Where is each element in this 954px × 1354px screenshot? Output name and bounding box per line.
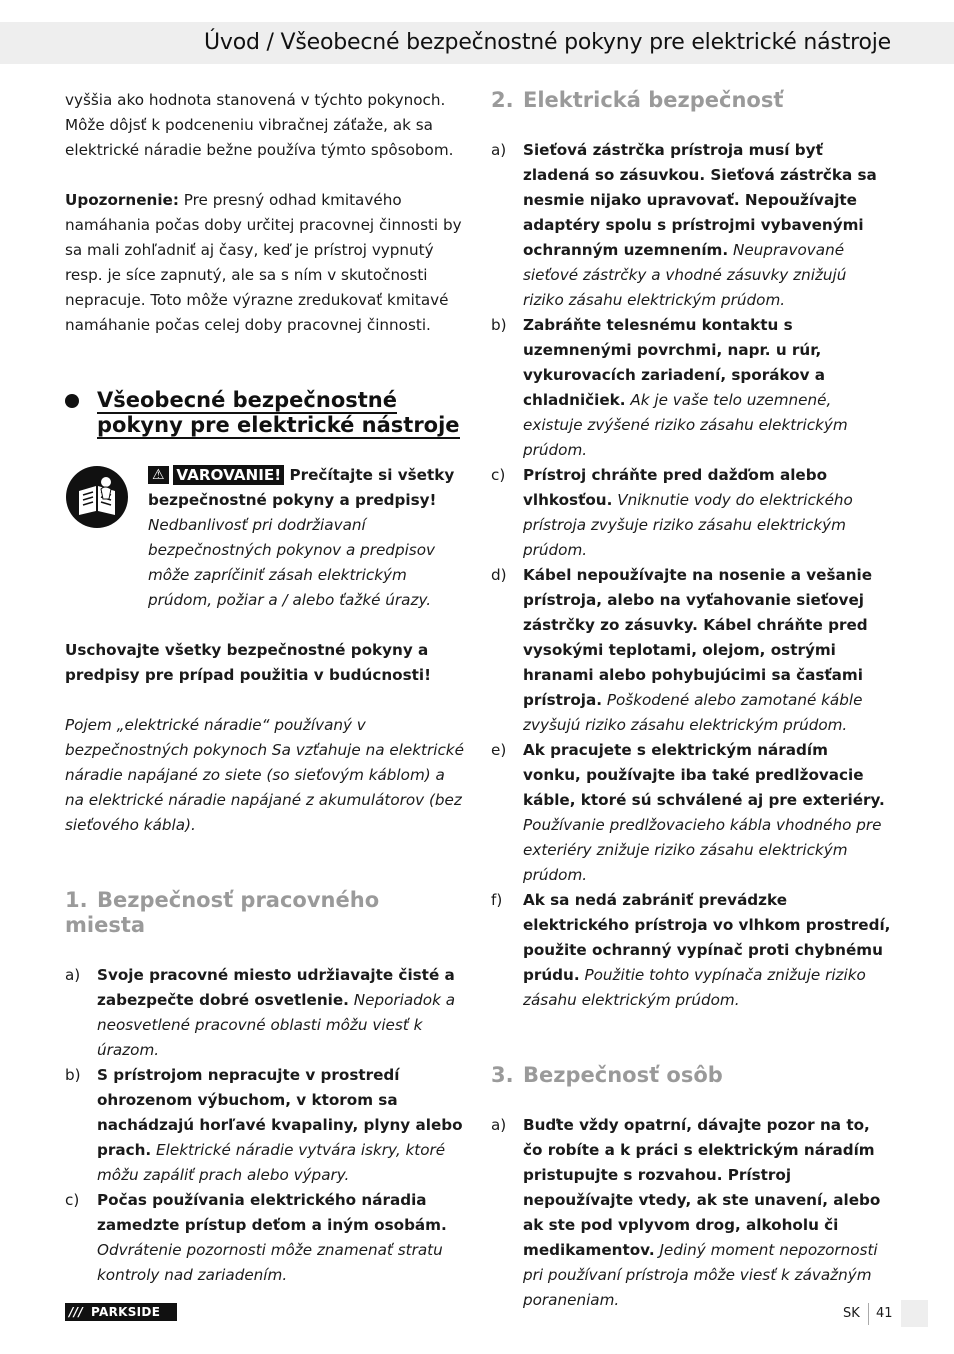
note-text: Pre presný odhad kmitavého namáhania počas doby určitej pracovnej činnosti by sa mali zohľadniť aj časy, keď je prístroj vypnutý resp. je síce zapnutý, ale sa s ním v skutočnosti nepracuje. Toto môže výrazne zredukovať kmitavé namáhanie počas celej doby pracovnej činnosti. — [65, 191, 462, 334]
list-item — [491, 888, 891, 1013]
list-item — [491, 313, 891, 463]
item-italic-text: Poškodené alebo zamotané káble zvyšujú riziko zásahu elektrickým prúdom. — [523, 691, 863, 734]
list-item — [491, 1113, 891, 1313]
item-label: f) — [491, 891, 503, 909]
item-italic-text: Používanie predlžovacieho kábla vhodného pre exteriéry znižuje riziko zásahu elektrickým prúdom. — [523, 816, 882, 884]
item-italic-text: Jediný moment nepozornosti pri používaní prístroja môže viesť k závažným poraneniam. — [523, 1241, 878, 1309]
item-italic-text: Použitie tohto vypínača znižuje riziko zásahu elektrickým prúdom. — [523, 966, 866, 1009]
general-safety-heading — [65, 388, 465, 438]
term-note — [65, 713, 465, 838]
item-italic-text: Ak je vaše telo uzemnené, existuje zvýšené riziko zásahu elektrickým prúdom. — [523, 391, 848, 459]
warning-badge: VAROVANIE! — [173, 465, 284, 485]
section1-title: Bezpečnosť pracovného miesta — [65, 888, 380, 937]
warning-block — [65, 463, 465, 613]
item-label: a) — [491, 141, 507, 159]
section3-heading — [491, 1063, 891, 1088]
section1-heading — [65, 888, 465, 938]
section3-number: 3. — [491, 1063, 514, 1087]
right-column — [491, 88, 891, 1313]
language-code: SK — [843, 1306, 860, 1321]
section2-heading — [491, 88, 891, 113]
item-bold-text: S prístrojom nepracujte v prostredí ohrozenom výbuchom, v ktorom sa nachádzajú horľavé kvapaliny, plyny alebo prach. — [97, 1066, 463, 1159]
list-item — [491, 563, 891, 738]
list-item — [491, 138, 891, 313]
item-italic-text: Odvrátenie pozornosti môže znamenať stratu kontroly nad zariadením. — [97, 1241, 443, 1284]
section2-title: Elektrická bezpečnosť — [523, 88, 784, 112]
section2-number: 2. — [491, 88, 514, 112]
page-title: Úvod / Všeobecné bezpečnostné pokyny pre elektrické nástroje — [203, 30, 891, 55]
section3-title: Bezpečnosť osôb — [523, 1063, 723, 1087]
item-italic-text: Elektrické náradie vytvára iskry, ktoré môžu zapáliť prach alebo výpary. — [97, 1141, 446, 1184]
warning-triangle-icon: ⚠ — [148, 466, 169, 484]
item-label: e) — [491, 741, 507, 759]
list-item — [491, 738, 891, 888]
warning-italic-text: Nedbanlivosť pri dodržiavaní bezpečnostných pokynov a predpisov môže zapríčiniť zásah elektrickým prúdom, požiar a / alebo ťažké úrazy. — [148, 516, 435, 609]
item-bold-text: Svoje pracovné miesto udržiavajte čisté a zabezpečte dobré osvetlenie. — [97, 966, 455, 1009]
page-number: 41 — [876, 1306, 893, 1321]
list-item — [491, 463, 891, 563]
item-bold-text: Sieťová zástrčka prístroja musí byť zladená so zásuvkou. Sieťová zástrčka sa nesmie nijako upravovať. Nepoužívajte adaptéry spolu s prístrojmi vybavenými ochranným uzemnením. — [523, 141, 877, 259]
item-italic-text: Neupravované sieťové zástrčky a vhodné zásuvky znižujú riziko zásahu elektrickým prúdom. — [523, 241, 847, 309]
item-bold-text: Prístroj chráňte pred dažďom alebo vlhkosťou. — [523, 466, 828, 509]
item-bold-text: Ak sa nedá zabrániť prevádzke elektrického prístroja vo vlhkom prostredí, použite ochranný vypínač proti chybnému prúdu. — [523, 891, 891, 984]
item-label: a) — [491, 1116, 507, 1134]
keep-instructions-notice — [65, 638, 465, 688]
item-bold-text: Zabráňte telesnému kontaktu s uzemnenými povrchmi, napr. u rúr, vykurovacích zariadení, sporákov a chladničiek. — [523, 316, 826, 409]
item-italic-text: Vniknutie vody do elektrického prístroja zvyšuje riziko zásahu elektrickým prúdom. — [523, 491, 853, 559]
keep-instructions-text: Uschovajte všetky bezpečnostné pokyny a predpisy pre prípad použitia v budúcnosti! — [65, 641, 432, 684]
item-label: b) — [491, 316, 507, 334]
note-label: Upozornenie: — [65, 191, 179, 209]
item-bold-text: Ak pracujete s elektrickým náradím vonku, používajte iba také predlžovacie káble, ktoré sú schválené aj pre exteriéry. — [523, 741, 885, 809]
item-label: a) — [65, 966, 81, 984]
warning-bold-text: Prečítajte si všetky bezpečnostné pokyny a predpisy! — [148, 466, 455, 509]
item-bold-text: Buďte vždy opatrní, dávajte pozor na to, čo robíte a k práci s elektrickým náradím pristupujte s rozvahou. Prístroj nepoužívajte vtedy, ak ste unavení, alebo ak ste pod vplyvom drog, alkoholu či medikamentov. — [523, 1116, 881, 1259]
item-italic-text: Neporiadok a neosvetlené pracovné oblasti môžu viesť k úrazom. — [97, 991, 456, 1059]
item-bold-text: Počas používania elektrického náradia zamedzte prístup deťom a iným osobám. — [97, 1191, 447, 1234]
item-label: b) — [65, 1066, 81, 1084]
footer-divider — [868, 1303, 869, 1325]
list-item — [65, 1188, 465, 1288]
section1-number: 1. — [65, 888, 88, 912]
bullet-icon — [65, 394, 79, 408]
term-note-text: Pojem „elektrické náradie“ používaný v bezpečnostných pokynoch Sa vzťahuje na elektrické náradie napájané zo siete (so sieťovým káblom) a na elektrické náradie napájané z akumulátorov (bez sieťového kábla). — [65, 716, 464, 834]
read-manual-icon — [65, 465, 129, 529]
item-label: c) — [65, 1191, 80, 1209]
list-item — [65, 1063, 465, 1188]
list-item — [65, 963, 465, 1063]
page-header — [0, 22, 954, 64]
intro-paragraph: vyššia ako hodnota stanovená v týchto pokynoch. Môže dôjsť k podceneniu vibračnej záťaže, ak sa elektrické náradie bežne používa týmto spôsobom. — [65, 91, 454, 159]
note-paragraph — [65, 188, 465, 338]
item-label: d) — [491, 566, 507, 584]
logo-text: PARKSIDE — [91, 1305, 161, 1319]
general-safety-title: Všeobecné bezpečnostné pokyny pre elektrické nástroje — [97, 388, 460, 437]
footer-tab-box — [901, 1300, 928, 1327]
logo-stripes: /// — [69, 1305, 84, 1319]
item-bold-text: Kábel nepoužívajte na nosenie a vešanie prístroja, alebo na vyťahovanie sieťovej zástrčky zo zásuvky. Kábel chráňte pred vysokými teplotami, olejom, ostrými hranami alebo pohybujúcimi sa časťami prístroja. — [523, 566, 873, 709]
parkside-logo — [65, 1303, 177, 1321]
item-label: c) — [491, 466, 506, 484]
left-column — [65, 88, 465, 1288]
